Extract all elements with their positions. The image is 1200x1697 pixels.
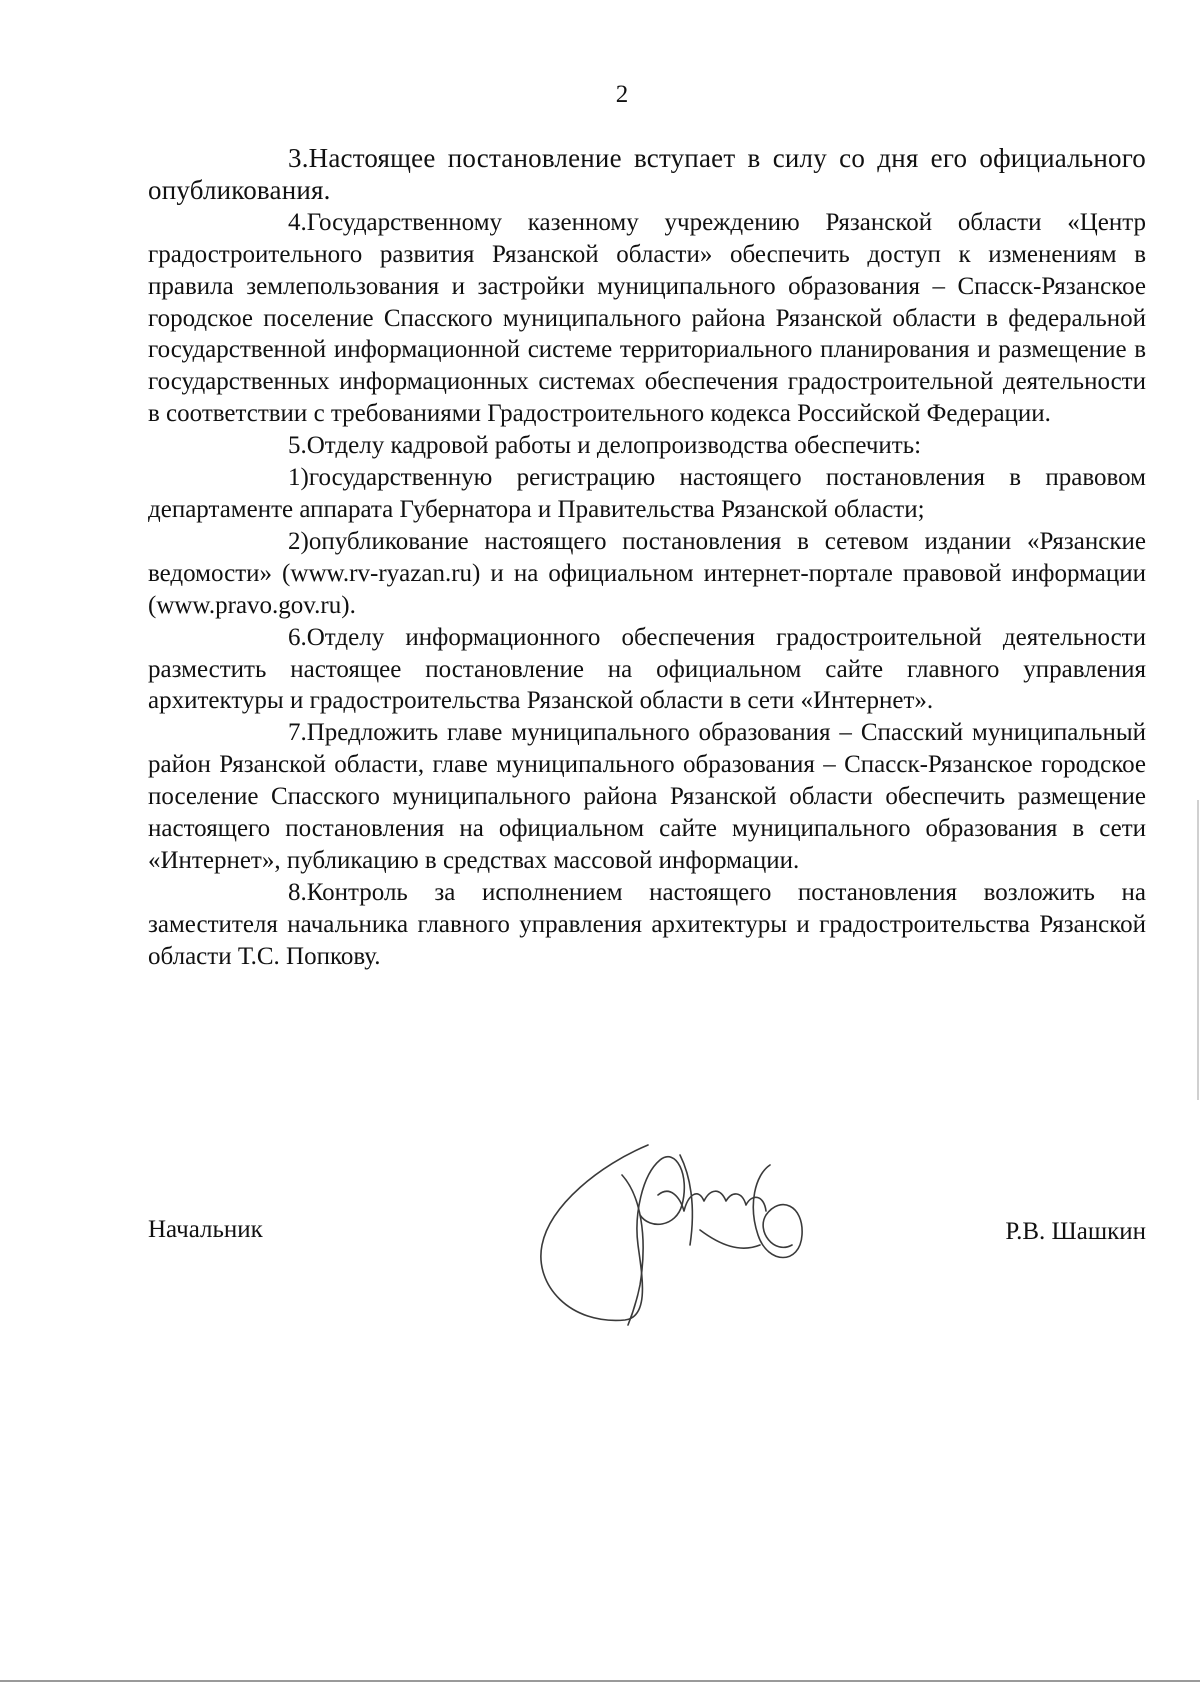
paragraph-number: 6. <box>288 623 307 651</box>
paragraph-text: Отделу кадровой работы и делопроизводства обеспечить: <box>306 432 922 460</box>
paragraph-8 <box>148 877 1146 973</box>
paragraph-text: Контроль за исполнением настоящего постановления возложить на заместителя начальника главного управления архитектуры и градостроительства Рязанской области Т.С. Попкову. <box>148 878 1146 970</box>
signature-block <box>148 1215 1146 1255</box>
page-number: 2 <box>615 81 629 108</box>
subitem-number: 2) <box>288 527 309 555</box>
subitem-2 <box>148 526 1146 622</box>
paragraph-number: 3. <box>288 143 309 173</box>
signatory-name: Р.В. Шашкин <box>1005 1218 1146 1245</box>
paragraph-number: 7. <box>288 719 307 747</box>
paragraph-6 <box>148 622 1146 718</box>
paragraph-number: 8. <box>288 878 307 906</box>
document-body <box>148 143 1146 973</box>
scan-edge-line <box>1197 800 1199 1100</box>
paragraph-5 <box>148 430 1146 462</box>
paragraph-text: Государственному казенному учреждению Рязанской области «Центр градостроительного развития Рязанской области» обеспечить доступ к изменениям в правила землепользования и застройки муниципального образования – Спасск-Рязанское городское поселение Спасского муниципального района Рязанской области в федеральной государственной информационной системе территориального планирования и размещение в государственных информационных системах обеспечения градостроительной деятельности в соответствии с требованиями Градостроительного кодекса Российской Федерации. <box>148 208 1146 428</box>
paragraph-3 <box>148 143 1146 207</box>
paragraph-4 <box>148 207 1146 430</box>
paragraph-text: Настоящее постановление вступает в силу со дня его официального опубликования. <box>148 143 1146 205</box>
subitem-1 <box>148 462 1146 526</box>
paragraph-text: Предложить главе муниципального образования – Спасский муниципальный район Рязанской области, главе муниципального образования – Спасск-Рязанское городское поселение Спасского муниципального района Рязанской области обеспечить размещение настоящего постановления на официальном сайте муниципального образования в сети «Интернет», публикацию в средствах массовой информации. <box>148 719 1146 874</box>
paragraph-7 <box>148 717 1146 877</box>
subitem-text: опубликование настоящего постановления в сетевом издании «Рязанские ведомости» (www.rv-ryazan.ru) и на официальном интернет-портале правовой информации (www.pravo.gov.ru). <box>148 527 1146 619</box>
signatory-title: Начальник <box>148 1216 263 1243</box>
scan-bottom-line <box>0 1680 1200 1682</box>
paragraph-number: 4. <box>288 208 307 236</box>
subitem-number: 1) <box>288 464 309 492</box>
subitem-text: государственную регистрацию настоящего постановления в правовом департаменте аппарата Губернатора и Правительства Рязанской области; <box>148 464 1146 523</box>
paragraph-number: 5. <box>288 432 307 460</box>
paragraph-text: Отделу информационного обеспечения градостроительной деятельности разместить настоящее постановление на официальном сайте главного управления архитектуры и градостроительства Рязанской области в сети «Интернет». <box>148 623 1146 715</box>
